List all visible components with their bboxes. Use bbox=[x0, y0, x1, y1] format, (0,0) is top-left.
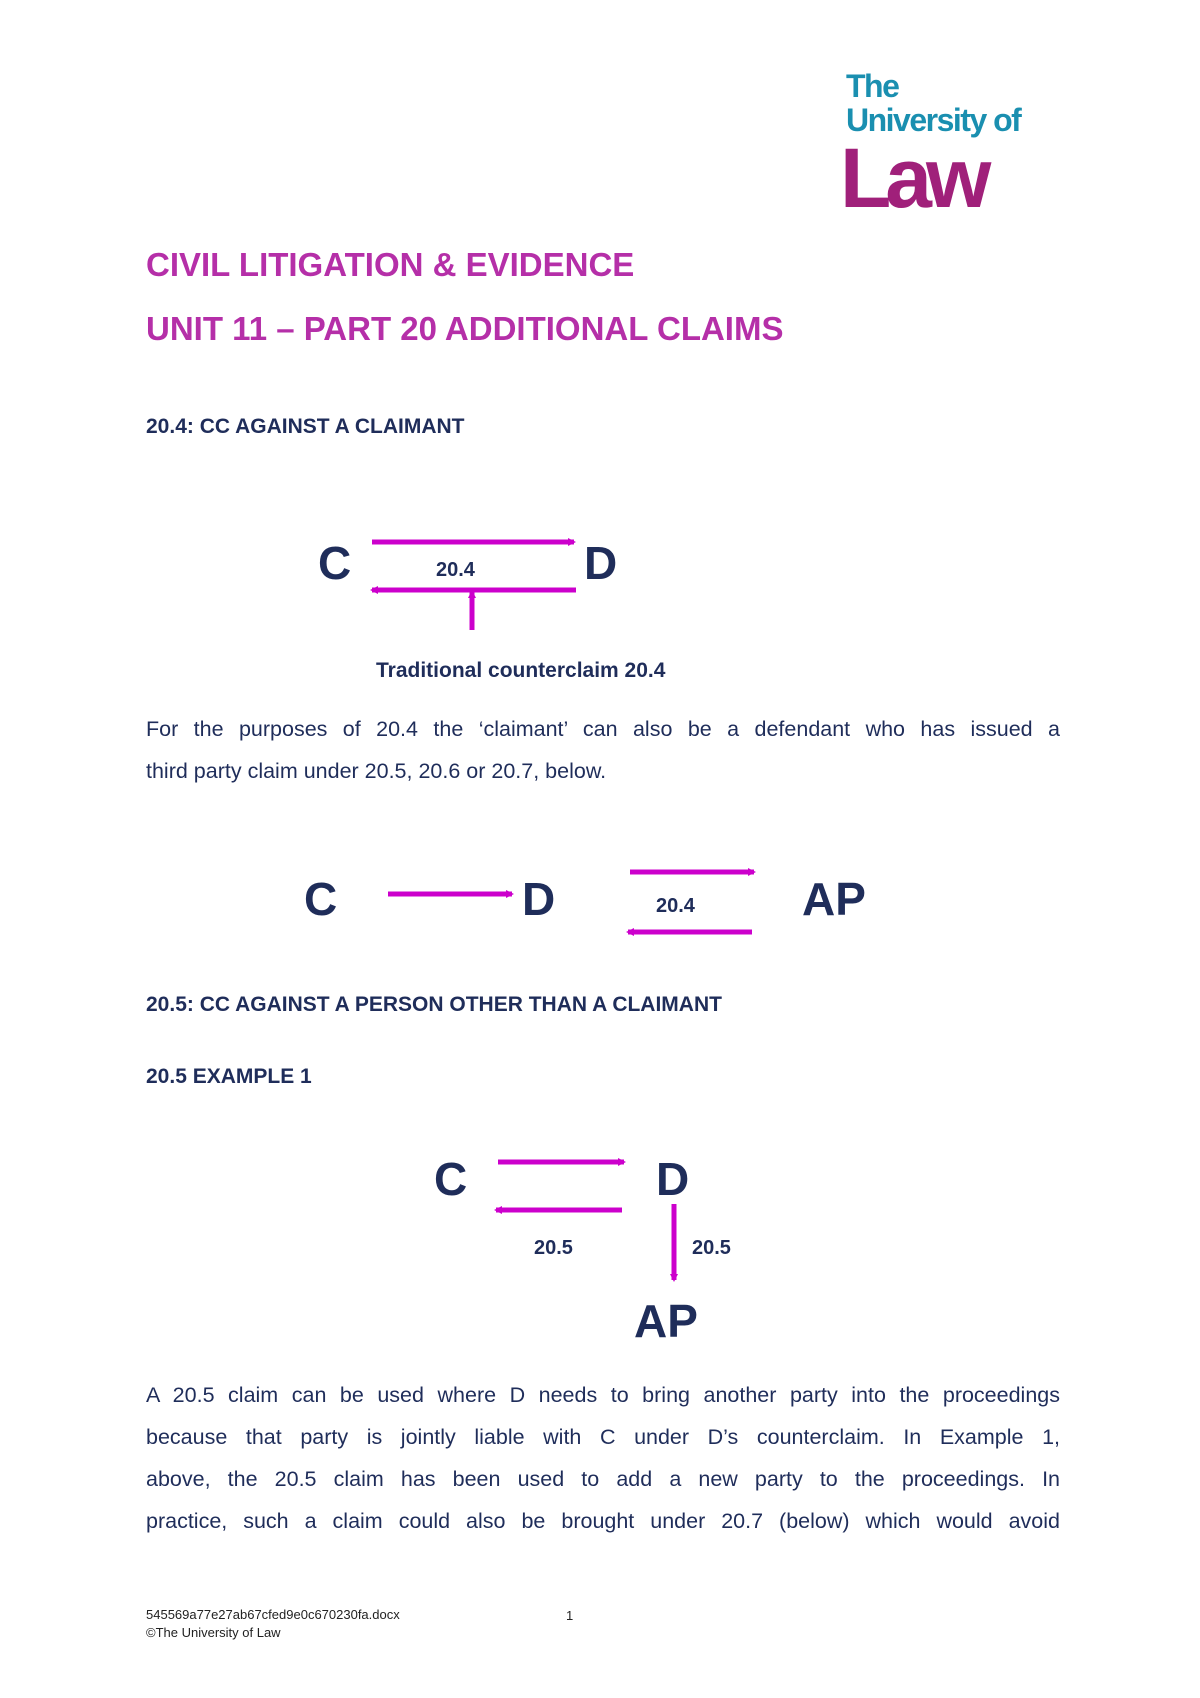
paragraph-line: practice, such a claim could also be brought under 20.7 (below) which would avoid bbox=[146, 1509, 1060, 1533]
diagram2-party-c: C bbox=[304, 873, 338, 925]
diagram3-label-right: 20.5 bbox=[692, 1237, 731, 1259]
paragraph-line: A 20.5 claim can be used where D needs to bring another party into the proceedings bbox=[146, 1383, 1060, 1407]
paragraph-line: third party claim under 20.5, 20.6 or 20.7, below. bbox=[146, 759, 607, 783]
diagram3-party-d: D bbox=[656, 1153, 690, 1205]
paragraph-line: above, the 20.5 claim has been used to add a new party to the proceedings. In bbox=[146, 1467, 1060, 1491]
logo-line-university: University of bbox=[846, 102, 1021, 138]
paragraph-line: For the purposes of 20.4 the ‘claimant’ can also be a defendant who has issued a bbox=[146, 717, 1060, 741]
section-205-paragraph bbox=[146, 1374, 1060, 1542]
diagram3-party-c: C bbox=[434, 1153, 468, 1205]
footer-filename: 545569a77e27ab67cfed9e0c670230fa.docx bbox=[146, 1607, 400, 1622]
diagram3-label-left: 20.5 bbox=[534, 1237, 573, 1259]
section-204-paragraph bbox=[146, 708, 1060, 792]
diagram2-party-ap: AP bbox=[802, 873, 866, 925]
diagram3-party-ap: AP bbox=[634, 1295, 698, 1347]
diagram1-label: 20.4 bbox=[436, 559, 475, 581]
unit-title: UNIT 11 – PART 20 ADDITIONAL CLAIMS bbox=[146, 310, 784, 347]
diagram1-party-c: C bbox=[318, 537, 352, 589]
example-1-heading: 20.5 EXAMPLE 1 bbox=[146, 1065, 312, 1088]
footer-page-number: 1 bbox=[566, 1608, 574, 1623]
diagram1-caption: Traditional counterclaim 20.4 bbox=[376, 659, 666, 682]
diagram1-party-d: D bbox=[584, 537, 618, 589]
diagram2-party-d: D bbox=[522, 873, 556, 925]
logo-line-law: Law bbox=[840, 131, 986, 225]
footer-copyright: ©The University of Law bbox=[146, 1625, 281, 1640]
logo-line-the: The bbox=[846, 68, 899, 104]
paragraph-line: because that party is jointly liable with C under D’s counterclaim. In Example 1, bbox=[146, 1425, 1060, 1449]
course-title: CIVIL LITIGATION & EVIDENCE bbox=[146, 246, 635, 283]
diagram2-label: 20.4 bbox=[656, 895, 695, 917]
section-205-heading: 20.5: CC AGAINST A PERSON OTHER THAN A CLAIMANT bbox=[146, 993, 722, 1016]
section-204-heading: 20.4: CC AGAINST A CLAIMANT bbox=[146, 415, 465, 438]
